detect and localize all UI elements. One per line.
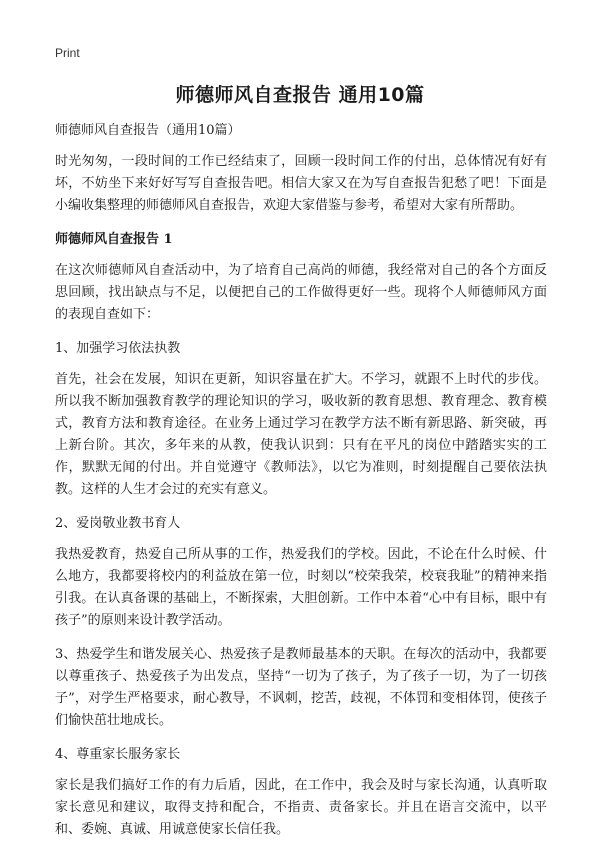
item-heading-1: 1、加强学习依法执教 (55, 341, 181, 356)
item-heading-2: 2、爱岗敬业教书育人 (55, 516, 181, 531)
item-heading-4: 4、尊重家长服务家长 (55, 747, 181, 762)
section-intro-paragraph: 在这次师德师风自查活动中，为了培育自己高尚的师德，我经常对自己的各个方面反思回顾，找出缺点与不足，以便把自己的工作做得更好一些。现将个人师德师风方面的表现自查如下： (55, 263, 547, 322)
intro-paragraph: 时光匆匆，一段时间的工作已经结束了，回顾一段时间工作的付出，总体情况有好有坏，不妨坐下来好好写写自查报告吧。相信大家又在为写自查报告犯愁了吧！下面是小编收集整理的师德师风自查报告，欢迎大家借鉴与参考，希望对大家有所帮助。 (55, 154, 547, 213)
document-subtitle: 师德师风自查报告（通用10篇） (55, 123, 241, 138)
item-body-1: 首先，社会在发展，知识在更新，知识容量在扩大。不学习，就跟不上时代的步伐。所以我不断加强教育教学的理论知识的学习，吸收新的教育思想、教育理念、教育模式，教育方法和教育途径。在业务上通过学习在教学方法不断有新思路、新突破，再上新台阶。其次，多年来的从教，使我认识到：只有在平凡的岗位中踏踏实实的工作，默默无闻的付出。并自觉遵守《教师法》，以它为准则，时刻提醒自己要依法执教。这样的人生才会过的充实有意义。 (55, 372, 547, 497)
item-body-3: 3、热爱学生和谐发展关心、热爱孩子是教师最基本的天职。在每次的活动中，我都要以尊重孩子、热爱孩子为出发点，坚持“一切为了孩子，为了孩子一切，为了一切孩子”，对学生严格要求，耐心教导，不讽刺，挖苦，歧视，不体罚和变相体罚，使孩子们愉快茁壮地成长。 (55, 647, 547, 728)
print-label[interactable]: Print (55, 46, 80, 60)
section-heading: 师德师风自查报告 1 (55, 232, 173, 247)
page-title: 师德师风自查报告 通用10篇 (175, 84, 425, 106)
item-body-2: 我热爱教育，热爱自己所从事的工作，热爱我们的学校。因此，不论在什么时候、什么地方，我都要将校内的利益放在第一位，时刻以“校荣我荣，校衰我耻”的精神来指引我。在认真备课的基础上，不断探索，大胆创新。工作中本着“心中有目标，眼中有孩子”的原则来设计教学活动。 (55, 547, 547, 628)
document-body (55, 120, 547, 853)
item-body-4: 家长是我们搞好工作的有力后盾，因此，在工作中，我会及时与家长沟通，认真听取家长意见和建议，取得支持和配合，不指责、责备家长。并且在语言交流中，以平和、委婉、真诚、用诚意使家长信任我。 (55, 778, 547, 837)
